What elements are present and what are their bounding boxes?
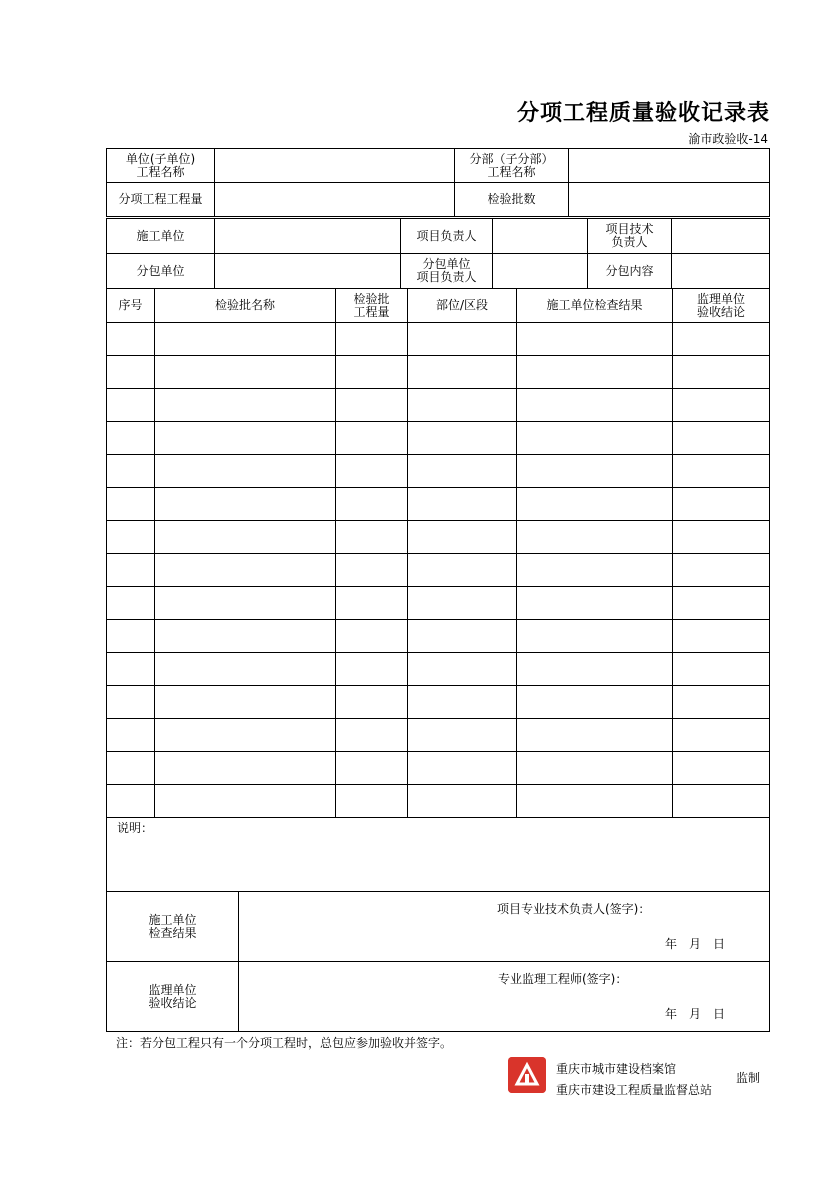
table-cell[interactable] bbox=[107, 389, 155, 422]
table-cell[interactable] bbox=[517, 521, 673, 554]
table-cell[interactable] bbox=[673, 389, 770, 422]
table-row bbox=[107, 752, 770, 785]
table-cell[interactable] bbox=[107, 356, 155, 389]
col-seq: 序号 bbox=[107, 289, 155, 323]
col-supervisor-conclusion: 监理单位 验收结论 bbox=[673, 289, 770, 323]
table-cell[interactable] bbox=[408, 455, 517, 488]
archive-logo-icon bbox=[508, 1057, 546, 1093]
project-leader-field[interactable] bbox=[493, 219, 588, 254]
unit-name-label: 单位(子单位) 工程名称 bbox=[107, 149, 215, 183]
footnote: 注：若分包工程只有一个分项工程时，总包应参加验收并签字。 bbox=[116, 1036, 453, 1050]
table-cell[interactable] bbox=[336, 488, 408, 521]
table-cell[interactable] bbox=[336, 719, 408, 752]
remarks-field[interactable] bbox=[107, 818, 770, 892]
table-cell[interactable] bbox=[155, 455, 336, 488]
remarks-label: 说明： bbox=[117, 821, 154, 835]
table-cell[interactable] bbox=[155, 653, 336, 686]
table-cell[interactable] bbox=[107, 653, 155, 686]
table-cell[interactable] bbox=[673, 521, 770, 554]
table-cell[interactable] bbox=[673, 620, 770, 653]
table-cell[interactable] bbox=[408, 422, 517, 455]
table-cell[interactable] bbox=[408, 554, 517, 587]
table-cell[interactable] bbox=[673, 488, 770, 521]
col-batch-name: 检验批名称 bbox=[155, 289, 336, 323]
table-row bbox=[107, 356, 770, 389]
table-cell[interactable] bbox=[155, 554, 336, 587]
table-cell[interactable] bbox=[408, 686, 517, 719]
supervisor-sign-label: 专业监理工程师(签字)： bbox=[498, 972, 628, 986]
table-cell[interactable] bbox=[336, 785, 408, 818]
supervisor-check-label: 监理单位 验收结论 bbox=[107, 962, 239, 1032]
col-batch-qty: 检验批 工程量 bbox=[336, 289, 408, 323]
table-cell[interactable] bbox=[336, 455, 408, 488]
table-cell[interactable] bbox=[517, 389, 673, 422]
table-cell[interactable] bbox=[155, 719, 336, 752]
table-cell[interactable] bbox=[408, 488, 517, 521]
table-cell[interactable] bbox=[155, 488, 336, 521]
table-cell[interactable] bbox=[155, 356, 336, 389]
supervise-label: 监制 bbox=[736, 1071, 761, 1085]
table-cell[interactable] bbox=[673, 752, 770, 785]
col-location: 部位/区段 bbox=[408, 289, 517, 323]
quantity-label: 分项工程工程量 bbox=[107, 183, 215, 217]
table-row bbox=[107, 653, 770, 686]
table-cell[interactable] bbox=[107, 554, 155, 587]
contractor-check-field[interactable] bbox=[239, 892, 770, 962]
table-cell[interactable] bbox=[107, 620, 155, 653]
table-cell[interactable] bbox=[107, 488, 155, 521]
table-cell[interactable] bbox=[155, 686, 336, 719]
batch-table bbox=[106, 288, 770, 818]
table-cell[interactable] bbox=[336, 521, 408, 554]
table-cell[interactable] bbox=[408, 785, 517, 818]
table-cell[interactable] bbox=[408, 389, 517, 422]
table-cell[interactable] bbox=[673, 686, 770, 719]
table-cell[interactable] bbox=[336, 653, 408, 686]
table-cell[interactable] bbox=[155, 389, 336, 422]
table-cell[interactable] bbox=[673, 653, 770, 686]
table-cell[interactable] bbox=[336, 422, 408, 455]
table-cell[interactable] bbox=[107, 785, 155, 818]
table-cell[interactable] bbox=[155, 587, 336, 620]
table-cell[interactable] bbox=[517, 719, 673, 752]
table-cell[interactable] bbox=[408, 752, 517, 785]
table-cell[interactable] bbox=[673, 356, 770, 389]
table-row bbox=[107, 521, 770, 554]
table-cell[interactable] bbox=[673, 455, 770, 488]
org-quality-station: 重庆市建设工程质量监督总站 bbox=[556, 1083, 713, 1097]
table-cell[interactable] bbox=[517, 686, 673, 719]
table-cell[interactable] bbox=[408, 653, 517, 686]
sub-content-label: 分包内容 bbox=[588, 254, 672, 289]
header-table bbox=[106, 148, 770, 217]
table-cell[interactable] bbox=[155, 323, 336, 356]
table-cell[interactable] bbox=[336, 554, 408, 587]
table-row bbox=[107, 554, 770, 587]
table-cell[interactable] bbox=[673, 554, 770, 587]
table-cell[interactable] bbox=[336, 323, 408, 356]
table-cell[interactable] bbox=[107, 323, 155, 356]
table-cell[interactable] bbox=[336, 356, 408, 389]
table-cell[interactable] bbox=[517, 422, 673, 455]
table-cell[interactable] bbox=[673, 323, 770, 356]
contractor-field[interactable] bbox=[215, 219, 401, 254]
contractor-check-label: 施工单位 检查结果 bbox=[107, 892, 239, 962]
table-cell[interactable] bbox=[155, 785, 336, 818]
quantity-field[interactable] bbox=[215, 183, 455, 217]
table-cell[interactable] bbox=[107, 686, 155, 719]
table-cell[interactable] bbox=[517, 323, 673, 356]
table-row bbox=[107, 488, 770, 521]
table-cell[interactable] bbox=[336, 686, 408, 719]
sub-content-field[interactable] bbox=[672, 254, 770, 289]
table-row bbox=[107, 455, 770, 488]
subdivision-name-field[interactable] bbox=[569, 149, 770, 183]
contractor-label: 施工单位 bbox=[107, 219, 215, 254]
table-cell[interactable] bbox=[517, 785, 673, 818]
contractor-sign-label: 项目专业技术负责人(签字)： bbox=[497, 902, 651, 916]
table-row bbox=[107, 785, 770, 818]
subdivision-name-label: 分部（子分部） 工程名称 bbox=[455, 149, 569, 183]
table-cell[interactable] bbox=[155, 620, 336, 653]
col-contractor-result: 施工单位检查结果 bbox=[517, 289, 673, 323]
table-cell[interactable] bbox=[517, 554, 673, 587]
sign-table bbox=[106, 817, 770, 1032]
table-row bbox=[107, 323, 770, 356]
page-title: 分项工程质量验收记录表 bbox=[516, 100, 770, 126]
table-cell[interactable] bbox=[408, 620, 517, 653]
table-cell[interactable] bbox=[408, 323, 517, 356]
table-cell[interactable] bbox=[107, 521, 155, 554]
table-cell[interactable] bbox=[517, 455, 673, 488]
tech-leader-field[interactable] bbox=[672, 219, 770, 254]
header-table-2 bbox=[106, 218, 770, 289]
batch-count-field[interactable] bbox=[569, 183, 770, 217]
table-row bbox=[107, 719, 770, 752]
project-leader-label: 项目负责人 bbox=[401, 219, 493, 254]
table-cell[interactable] bbox=[517, 356, 673, 389]
table-cell[interactable] bbox=[517, 488, 673, 521]
table-row bbox=[107, 422, 770, 455]
table-row bbox=[107, 389, 770, 422]
table-row bbox=[107, 620, 770, 653]
subcontractor-field[interactable] bbox=[215, 254, 401, 289]
table-cell[interactable] bbox=[107, 422, 155, 455]
supervisor-check-field[interactable] bbox=[239, 962, 770, 1032]
sub-leader-field[interactable] bbox=[493, 254, 588, 289]
unit-name-field[interactable] bbox=[215, 149, 455, 183]
table-cell[interactable] bbox=[517, 587, 673, 620]
form-code: 渝市政验收-14 bbox=[688, 132, 768, 146]
table-cell[interactable] bbox=[107, 455, 155, 488]
sub-leader-label: 分包单位 项目负责人 bbox=[401, 254, 493, 289]
supervisor-date: 年 月 日 bbox=[665, 1007, 726, 1021]
table-cell[interactable] bbox=[336, 587, 408, 620]
table-cell[interactable] bbox=[408, 719, 517, 752]
table-cell[interactable] bbox=[408, 356, 517, 389]
subcontractor-label: 分包单位 bbox=[107, 254, 215, 289]
table-cell[interactable] bbox=[673, 719, 770, 752]
table-cell[interactable] bbox=[517, 653, 673, 686]
table-cell[interactable] bbox=[155, 422, 336, 455]
table-cell[interactable] bbox=[336, 389, 408, 422]
table-cell[interactable] bbox=[517, 620, 673, 653]
table-cell[interactable] bbox=[155, 752, 336, 785]
table-row bbox=[107, 587, 770, 620]
table-cell[interactable] bbox=[408, 587, 517, 620]
table-cell[interactable] bbox=[107, 587, 155, 620]
tech-leader-label: 项目技术 负责人 bbox=[588, 219, 672, 254]
table-cell[interactable] bbox=[336, 752, 408, 785]
table-cell[interactable] bbox=[517, 752, 673, 785]
table-cell[interactable] bbox=[673, 785, 770, 818]
batch-count-label: 检验批数 bbox=[455, 183, 569, 217]
contractor-date: 年 月 日 bbox=[665, 937, 726, 951]
table-cell[interactable] bbox=[673, 422, 770, 455]
table-cell[interactable] bbox=[155, 521, 336, 554]
table-cell[interactable] bbox=[107, 752, 155, 785]
table-cell[interactable] bbox=[673, 587, 770, 620]
table-cell[interactable] bbox=[336, 620, 408, 653]
table-cell[interactable] bbox=[107, 719, 155, 752]
org-archive: 重庆市城市建设档案馆 bbox=[556, 1062, 677, 1076]
table-row bbox=[107, 686, 770, 719]
table-cell[interactable] bbox=[408, 521, 517, 554]
